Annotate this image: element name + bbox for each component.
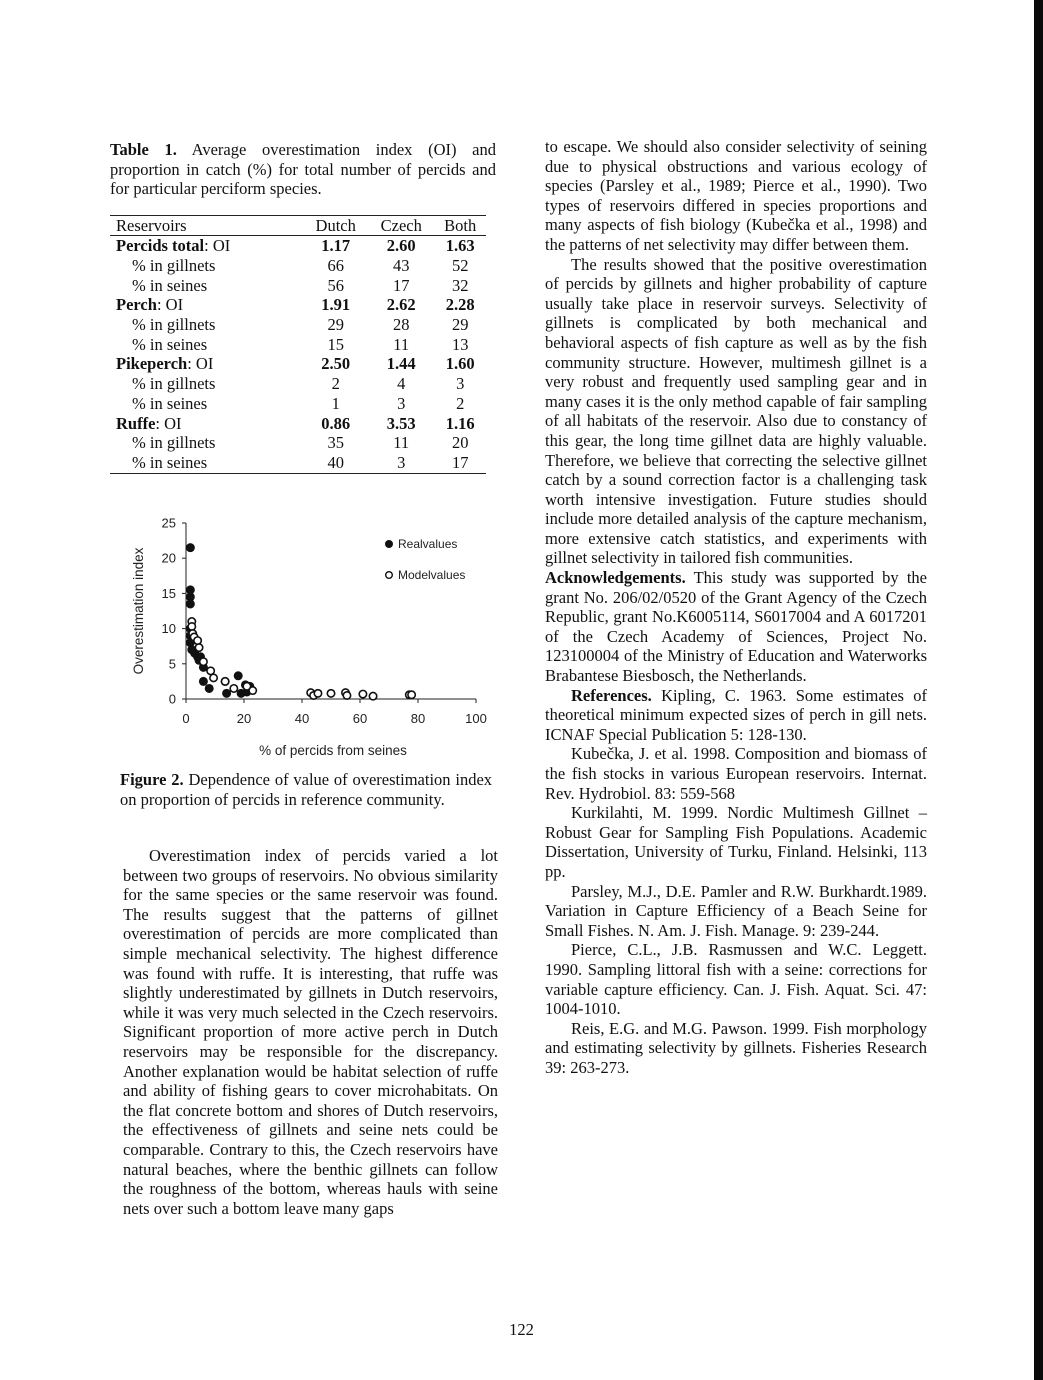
y-tick-label: 20	[161, 550, 176, 566]
table1-cell: 3	[397, 393, 406, 413]
acknowledgements-paragraph	[545, 568, 927, 686]
model-value-point	[359, 690, 366, 697]
y-tick-label: 15	[161, 585, 176, 601]
metric-label: : OI	[156, 295, 184, 315]
legend-marker	[386, 572, 393, 579]
scatter-plot	[118, 508, 502, 766]
table1-header-row	[110, 215, 486, 236]
x-tick-label: 80	[410, 711, 426, 726]
table1-cell: 28	[392, 315, 410, 335]
x-tick-label: 60	[352, 711, 368, 726]
real-value-point	[223, 690, 230, 697]
table1-cell: 43	[392, 255, 410, 275]
table1-row	[110, 315, 486, 335]
references-label: References.	[571, 685, 652, 705]
acknowledgements-text: This study was supported by the grant No. 206/02/0520 of the Grant Agency of the Czech Republic, grant No.K6005114, S6017004 and A 6017201 of the Czech Academy of Sciences, Project No. 123100004 of the Ministry of Education and Waterworks Brabantese Biesbosch, the Netherlands.	[545, 568, 927, 686]
table1-cell: 29	[451, 315, 469, 335]
table1-cell: 2	[456, 393, 465, 413]
reference-item: Reis, E.G. and M.G. Pawson. 1999. Fish morphology and estimating selectivity by gillnets. Fisheries Research 39: 263-273.	[545, 1018, 927, 1077]
real-value-point	[206, 685, 213, 692]
model-value-point	[314, 690, 321, 697]
model-value-point	[408, 691, 415, 698]
table1-cell: 1.60	[445, 354, 475, 374]
figure2-caption-text: Dependence of value of overestimation index on proportion of percids in reference community.	[120, 770, 493, 809]
reference-item: Kipling, C. 1963. Some estimates of theoretical minimum expected sizes of perch in gill nets. ICNAF Special Publication 5: 128-130.	[545, 685, 927, 744]
legend-label: Realvalues	[398, 537, 458, 551]
model-value-point	[195, 644, 202, 651]
table1-block	[110, 140, 496, 474]
page-edge-shadow	[1034, 0, 1043, 1380]
table1-cell: 2	[331, 374, 340, 394]
references-first	[545, 686, 927, 745]
table1-cell: 66	[327, 255, 344, 275]
figure2-caption-label: Figure 2.	[120, 770, 184, 789]
legend-label: Modelvalues	[398, 568, 466, 582]
body-paragraph: Overestimation index of percids varied a lot between two groups of reservoirs. No obvious similarity for the same species or the same reservoir was found. The results suggest that the patterns of gillnet overestimation of percids are more complicated than simple mechanical selectivity. The highest difference was found with ruffe. It is interesting, that ruffe was slightly underestimated by gillnets in Dutch reservoirs, while it was very much selected in the Czech reservoirs. Significant proportion of more active perch in Dutch reservoirs may be responsible for the discrepancy. Another explanation would be habitat selection of ruffe and ability of fishing gears to cover microhabitats. On the flat concrete bottom and shores of Dutch reservoirs, the effectiveness of gillnets and seine nets could be comparable. Contrary to this, the Czech reservoirs have natural beaches, where the benthic gillnets can follow the roughness of the bottom, whereas hauls with seine nets over such a bottom leave many gaps	[123, 846, 498, 1218]
x-axis-title: % of percids from seines	[259, 743, 407, 758]
page-number: 122	[509, 1320, 534, 1339]
x-tick-label: 100	[465, 711, 487, 726]
legend-marker	[386, 541, 393, 548]
table1-row	[110, 276, 486, 296]
table1-row	[110, 256, 486, 276]
real-value-point	[200, 678, 207, 685]
table1-cell: 1.16	[445, 413, 475, 433]
x-tick-label: 40	[294, 711, 310, 726]
table1-row-label: % in gillnets	[132, 374, 216, 394]
table1-row	[110, 433, 486, 453]
model-value-point	[210, 674, 217, 681]
table1-header-cell: Reservoirs	[110, 215, 303, 236]
table1-row	[110, 374, 486, 394]
table1-cell: 40	[303, 453, 368, 473]
y-tick-label: 10	[161, 621, 176, 637]
table1-cell: 35	[327, 433, 344, 453]
table1-cell: 3.53	[386, 413, 416, 433]
table1-caption-text: Average overestimation index (OI) and proportion in catch (%) for total number of percids and for particular perciform species.	[110, 140, 496, 198]
table1-cell: 17	[392, 275, 410, 295]
body-paragraph: to escape. We should also consider selectivity of seining due to physical obstructions and various ecology of species (Parsley et al., 1989; Pierce et al., 1990). Two types of reservoirs differed in species proportions and many aspects of fish biology (Kubečka et al., 1998) and the patterns of net selectivity may differ between them.	[545, 137, 927, 254]
table1-cell: 3	[368, 453, 434, 473]
table1-group-row	[110, 295, 486, 315]
table1-cell: 1.63	[445, 236, 475, 256]
table1-group-row	[110, 236, 486, 256]
table1-cell: 29	[327, 315, 344, 335]
body-paragraph: The results showed that the positive overestimation of percids by gillnets and higher probability of capture usually take place in reservoir surveys. Selectivity of gillnets is complicated by both mechanical and behavioral aspects of fish capture as well as by the fish community structure. However, multimesh gillnet is a very robust and frequently used sampling gear and in many cases it is the only method capable of fair sampling of all habitats of the reservoir. Also due to constancy of this gear, the long time gillnet data are highly valuable. Therefore, we believe that correcting the selective gillnet catch by a sound correction factor is a challenging task worth intensive investigation. Future studies should include more detailed analysis of the capture mechanism, more extensive catch statistics, and experiments with gillnet selectivity in tailored fish communities.	[545, 254, 927, 568]
table1-cell: 52	[451, 255, 469, 275]
metric-label: : OI	[187, 354, 214, 374]
reference-item: Parsley, M.J., D.E. Pamler and R.W. Burkhardt.1989. Variation in Capture Efficiency of a Beach Seine for Small Fishes. N. Am. J. Fish. Manage. 9: 239-244.	[545, 881, 927, 940]
metric-label: : OI	[155, 413, 182, 433]
table1-cell: 17	[434, 453, 486, 473]
table1-cell: 20	[451, 433, 469, 453]
model-value-point	[230, 685, 237, 692]
table1-cell: 11	[393, 433, 410, 453]
table1-row-label: % in gillnets	[132, 255, 216, 275]
table1-group-row	[110, 354, 486, 374]
table1-cell: 0.86	[321, 413, 351, 433]
figure2-caption	[120, 770, 492, 810]
table1-cell: 1.91	[321, 295, 351, 315]
table1-group-label	[110, 354, 303, 374]
table1-cell: 4	[397, 374, 406, 394]
table1-cell: 32	[451, 275, 469, 295]
table1-group-label	[110, 295, 303, 315]
table1-row-label: % in gillnets	[132, 433, 216, 453]
table1-cell: 1	[331, 393, 340, 413]
table1-cell: 13	[451, 334, 469, 354]
table1-row-label: % in seines	[132, 393, 208, 413]
species-name: Pikeperch	[116, 354, 188, 374]
table1-cell: 1.44	[386, 354, 416, 374]
table1-header-cell: Czech	[368, 215, 434, 236]
table1-group-row	[110, 414, 486, 434]
right-column	[545, 137, 927, 1078]
table1-row	[110, 453, 486, 473]
table1-header-cell: Both	[434, 215, 486, 236]
model-value-point	[194, 637, 201, 644]
table1-row-label: % in seines	[110, 453, 303, 473]
model-value-point	[221, 678, 228, 685]
table1-row-label: % in seines	[132, 275, 208, 295]
table1-caption	[110, 140, 496, 199]
reference-item: Kubečka, J. et al. 1998. Composition and biomass of the fish stocks in various European reservoirs. Internat. Rev. Hydrobiol. 83: 559-568	[545, 744, 927, 803]
real-value-point	[187, 600, 194, 607]
table1-cell: 56	[327, 275, 344, 295]
table1-cell: 2.28	[445, 295, 475, 315]
y-tick-label: 0	[168, 691, 176, 707]
species-name: Perch	[116, 295, 157, 315]
model-value-point	[327, 690, 334, 697]
table1-cell: 1.17	[321, 236, 351, 256]
model-value-point	[249, 687, 256, 694]
table1-header-cell: Dutch	[303, 215, 368, 236]
y-tick-label: 25	[161, 515, 176, 531]
table1-cell: 15	[327, 334, 344, 354]
reference-item: Pierce, C.L., J.B. Rasmussen and W.C. Leggett. 1990. Sampling littoral fish with a seine: corrections for variable capture efficiency. Can. J. Fish. Aquat. Sci. 47: 1004-1010.	[545, 940, 927, 1019]
table1-cell: 2.60	[386, 236, 416, 256]
model-value-point	[200, 658, 207, 665]
table1-cell: 2.50	[321, 354, 351, 374]
figure2-chart	[118, 508, 502, 766]
species-name: Ruffe	[116, 413, 156, 433]
model-value-point	[188, 623, 195, 630]
x-tick-label: 0	[182, 711, 190, 726]
real-value-point	[187, 544, 194, 551]
table1-caption-label: Table 1.	[110, 140, 177, 159]
y-axis-title: Overestimation index	[131, 547, 146, 675]
metric-label: : OI	[204, 236, 231, 256]
table1-group-label	[110, 414, 303, 434]
table1-row-label: % in gillnets	[132, 315, 216, 335]
table1-row	[110, 335, 486, 355]
acknowledgements-label: Acknowledgements.	[545, 568, 686, 588]
table1-row	[110, 394, 486, 414]
real-value-point	[235, 672, 242, 679]
table1-body	[110, 236, 486, 473]
table1-cell: 11	[393, 334, 410, 354]
model-value-point	[369, 692, 376, 699]
reference-item: Kurkilahti, M. 1999. Nordic Multimesh Gillnet – Robust Gear for Sampling Fish Populations. Academic Dissertation, University of Turku, Finland. Helsinki, 113 pp.	[545, 803, 927, 881]
y-tick-label: 5	[168, 656, 176, 672]
table1-cell: 2.62	[386, 295, 416, 315]
model-value-point	[343, 692, 350, 699]
table1	[110, 215, 486, 474]
left-body-column	[123, 846, 498, 1218]
table1-row-label: % in seines	[132, 334, 208, 354]
species-name: Percids total	[116, 236, 205, 256]
table1-cell: 3	[456, 374, 465, 394]
x-tick-label: 20	[236, 711, 252, 726]
table1-group-label	[110, 236, 303, 256]
